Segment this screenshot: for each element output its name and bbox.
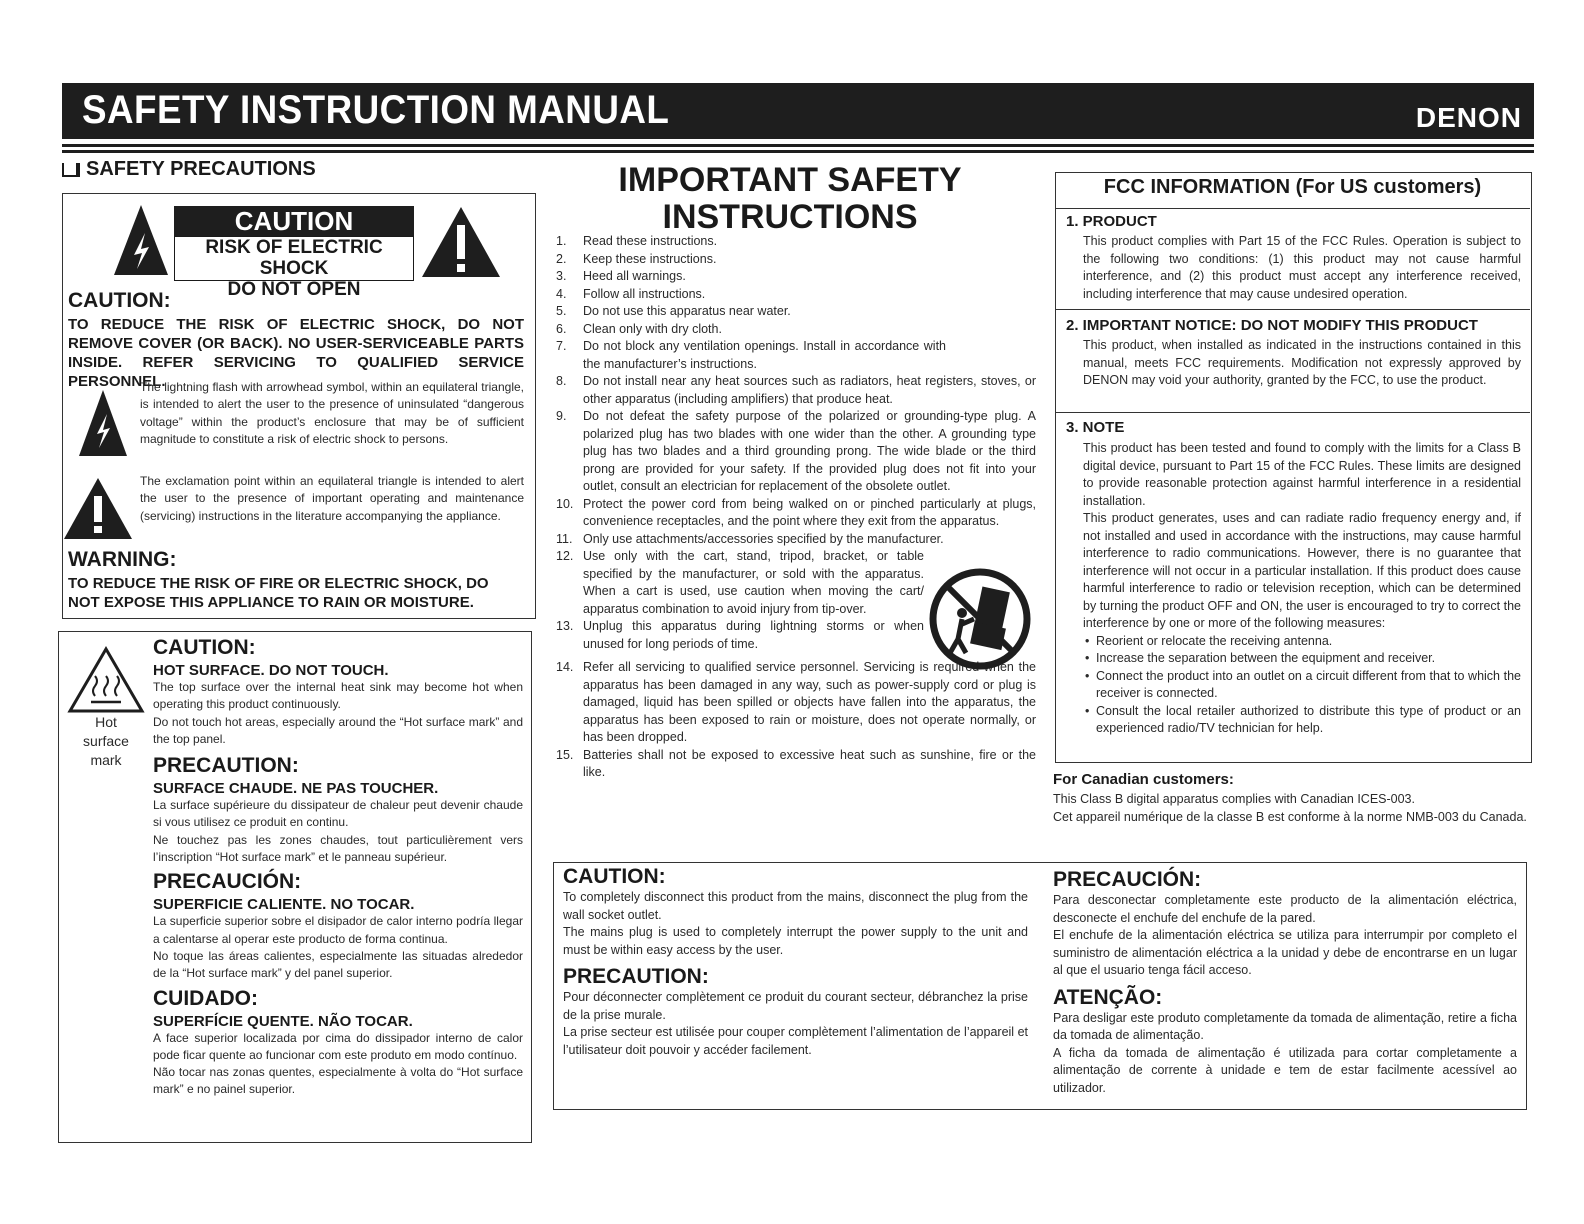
hot-surface-icon-label: Hot surface mark: [83, 714, 129, 768]
cart-warning-icon: [928, 567, 1033, 672]
fcc-measures-list: [1083, 633, 1521, 738]
mains-pt-heading: ATENÇÃO:: [1053, 985, 1163, 1009]
fcc-section2-heading: 2. IMPORTANT NOTICE: DO NOT MODIFY THIS PRODUCT: [1066, 317, 1478, 334]
mains-es-heading: PRECAUCIÓN:: [1053, 868, 1202, 891]
caution-label: CAUTION: [174, 206, 414, 236]
hot-en-heading: CAUTION:: [153, 636, 256, 659]
fcc-divider: [1055, 412, 1530, 413]
header-rule: [62, 144, 1534, 147]
mains-fr-text1: Pour déconnecter complètement ce produit du courant secteur, débranchez la prise de la prise murale.: [563, 990, 1028, 1022]
list-item: 4. Follow all instructions.: [556, 286, 706, 301]
warning-heading: WARNING:: [68, 548, 177, 571]
fcc-section1-heading: 1. PRODUCT: [1066, 213, 1157, 230]
hot-pt-sub: SUPERFÍCIE QUENTE. NÃO TOCAR.: [153, 1012, 413, 1030]
list-item: 9. Do not defeat the safety purpose of the polarized or grounding-type plug. A polarized plug has two blades with one wider than the other. A grounding type plug has two blades and a third grounding prong. The wide blade or the third prong are provided for your safety. If the provided plug does not fit into your outlet, consult an electrician for replacement of the obsolete outlet.: [556, 409, 1036, 493]
hot-es-text1: La superficie superior sobre el disipador de calor interno podría llegar a calentarse al operar este producto de forma continua.: [153, 914, 523, 946]
hot-fr-text1: La surface supérieure du dissipateur de chaleur peut devenir chaude si vous utilisez ce produit en continu.: [153, 798, 523, 830]
mains-en-text2: The mains plug is used to completely interrupt the power supply to the unit and must be within easy access by the user.: [563, 925, 1028, 957]
mains-right-column: [1053, 868, 1517, 1097]
instructions-list: [556, 233, 1036, 782]
mains-left-column: [563, 865, 1028, 1059]
lightning-description: The lightning flash with arrowhead symbol, within an equilateral triangle, is intended to alert the user to the presence of uninsulated “dangerous voltage” within the product’s enclosure that may be of sufficient magnitude to constitute a risk of electric shock to persons.: [140, 380, 524, 446]
hot-en-sub: HOT SURFACE. DO NOT TOUCH.: [153, 662, 389, 679]
hot-fr-text2: Ne touchez pas les zones chaudes, tout particulièrement vers l’inscription “Hot surface mark” et le panneau supérieur.: [153, 832, 523, 865]
mains-fr-heading: PRECAUTION:: [563, 965, 709, 988]
canada-text: This Class B digital apparatus complies with Canadian ICES-003. Cet appareil numérique de la classe B est conforme à la norme NMB-003 du Canada.: [1053, 792, 1527, 824]
list-item: 10. Protect the power cord from being walked on or pinched particularly at plugs, convenience receptacles, and the point where they exit from the apparatus.: [556, 496, 1036, 528]
list-item: 8. Do not install near any heat sources such as radiators, heat registers, stoves, or other apparatus (including amplifiers) that produce heat.: [556, 374, 1036, 406]
exclamation-triangle-icon: [420, 205, 502, 279]
list-item: 7. Do not block any ventilation openings. Install in accordance with the manufacturer’s instructions.: [556, 339, 946, 371]
hot-pt-text2: Não tocar nas zonas quentes, especialmente à volta do “Hot surface mark” e no painel superior.: [153, 1065, 523, 1097]
list-item: 2. Keep these instructions.: [556, 251, 717, 266]
list-item: 5. Do not use this apparatus near water.: [556, 304, 791, 318]
mains-pt-text1: Para desligar este produto completamente da tomada de alimentação, retire a ficha da tomada de alimentação.: [1053, 1010, 1517, 1042]
fcc-title: FCC INFORMATION (For US customers): [1103, 176, 1482, 198]
important-title: IMPORTANT SAFETY INSTRUCTIONS: [618, 161, 962, 236]
warning-text: TO REDUCE THE RISK OF FIRE OR ELECTRIC SHOCK, DO NOT EXPOSE THIS APPLIANCE TO RAIN OR MOISTURE.: [68, 575, 489, 611]
hot-es-sub: SUPERFICIE CALIENTE. NO TOCAR.: [153, 896, 415, 914]
hot-surface-text: [153, 636, 523, 1099]
list-item: • Connect the product into an outlet on a circuit different from that to which the receiver is connected.: [1083, 668, 1521, 703]
hot-fr-sub: SURFACE CHAUDE. NE PAS TOUCHER.: [153, 780, 439, 798]
checkbox-square-icon: [62, 163, 80, 177]
hot-en-text1: The top surface over the internal heat sink may become hot when operating this product continuously.: [153, 680, 523, 712]
hot-surface-icon: [67, 646, 145, 714]
list-item: 6. Clean only with dry cloth.: [556, 321, 722, 336]
list-item: 15. Batteries shall not be exposed to excessive heat such as sunshine, fire or the like.: [556, 747, 1036, 779]
list-item: • Increase the separation between the equipment and receiver.: [1083, 650, 1521, 668]
caution-text: TO REDUCE THE RISK OF ELECTRIC SHOCK, DO NOT REMOVE COVER (OR BACK). NO USER-SERVICEABLE PARTS INSIDE. REFER SERVICING TO QUALIFIED SERVICE PERSONNEL.: [68, 316, 524, 390]
list-item: • Reorient or relocate the receiving antenna.: [1083, 633, 1521, 651]
list-item: 13. Unplug this apparatus during lightning storms or when unused for long periods of time.: [556, 619, 924, 651]
fcc-section3-heading: 3. NOTE: [1066, 419, 1125, 436]
mains-es-text1: Para desconectar completamente este producto de la alimentación eléctrica, desconecte el enchufe del enchufe de la pared.: [1053, 893, 1517, 925]
canada-heading: For Canadian customers:: [1053, 771, 1234, 788]
section-title: SAFETY PRECAUTIONS: [62, 158, 316, 181]
fcc-section1-text: This product complies with Part 15 of the FCC Rules. Operation is subject to the following two conditions: (1) this product may not cause harmful interference, and (2) this product must accept any interference received, including interference that may cause undesired operation.: [1083, 234, 1521, 301]
fcc-section3-text: This product has been tested and found to comply with the limits for a Class B digital device, pursuant to Part 15 of the FCC Rules. These limits are designed to provide reasonable protection against harmful interference in a residential installation. This product generates, uses and can radiate radio frequency energy and, if not installed and used in accordance with the instructions, may cause harmful interference to radio communications. However, there is no guarantee that interference will not occur in a particular installation. If this product does cause harmful interference to radio or television reception, which can be determined by turning the product OFF and ON, the user is encouraged to try to correct the interference by one or more of the following measures: • Reorient or relocate the receiving antenna. • Increase the separation between the equipment and receiver. • Connect the product into an outlet on a circuit different from that to which the receiver is connected. • Consult the local retailer authorized to distribute this type of product or an experienced radio/TV technician for help.: [1083, 440, 1521, 738]
fcc-section2-text: This product, when installed as indicated in the instructions contained in this manual, meets FCC requirements. Modification not expressly approved by DENON may void your authority, granted by the FCC, to use the product.: [1083, 338, 1521, 387]
list-item: 14. Refer all servicing to qualified service personnel. Servicing is required when the apparatus has been damaged in any way, such as power-supply cord or plug is damaged, liquid has been spilled or objects have fallen into the apparatus, the apparatus has been exposed to rain or moisture, does not operate normally, or has been dropped.: [556, 660, 1036, 744]
fcc-divider: [1055, 208, 1530, 209]
brand-logo: DENON: [1415, 102, 1522, 133]
list-item: 1. Read these instructions.: [556, 234, 718, 248]
list-item: 11. Only use attachments/accessories specified by the manufacturer.: [556, 531, 944, 546]
manual-title: SAFETY INSTRUCTION MANUAL: [82, 88, 670, 132]
fcc-divider: [1055, 309, 1530, 310]
hot-fr-heading: PRECAUTION:: [153, 754, 299, 778]
exclamation-description: The exclamation point within an equilateral triangle is intended to alert the user to the presence of important operating and maintenance (servicing) instructions in the literature accompanying the appliance.: [140, 474, 524, 523]
list-item: 12. Use only with the cart, stand, tripod, bracket, or table specified by the manufacturer, or sold with the apparatus. When a cart is used, use caution when moving the cart/ apparatus combination to avoid injury from tip-over.: [556, 549, 924, 616]
exclamation-triangle-small-icon: [62, 476, 134, 541]
hot-pt-text1: A face superior localizada por cima do dissipador interno de calor pode ficar quente ao funcionar com este produto em modo contínuo.: [153, 1030, 523, 1062]
caution-heading: CAUTION:: [68, 289, 171, 312]
mains-fr-text2: La prise secteur est utilisée pour couper complètement l’alimentation de l’appareil et l’utilisateur doit pouvoir y accéder facilement.: [563, 1025, 1028, 1057]
hot-en-text2: Do not touch hot areas, especially around the “Hot surface mark” and the top panel.: [153, 714, 523, 746]
list-item: 3. Heed all warnings.: [556, 269, 686, 283]
hot-pt-heading: CUIDADO:: [153, 986, 258, 1010]
hot-es-text2: No toque las áreas calientes, especialmente las situadas alrededor de la “Hot surface mark” y del panel superior.: [153, 948, 523, 981]
mains-en-heading: CAUTION:: [563, 865, 666, 888]
mains-en-text1: To completely disconnect this product from the mains, disconnect the plug from the wall socket outlet.: [563, 890, 1028, 922]
mains-pt-text2: A ficha da tomada de alimentação é utilizada para cortar completamente a alimentação de corrente à unidade e tem de estar facilmente acessível ao utilizador.: [1053, 1045, 1517, 1095]
list-item: • Consult the local retailer authorized to distribute this type of product or an experienced radio/TV technician for help.: [1083, 703, 1521, 738]
lightning-triangle-icon: [112, 203, 170, 277]
mains-es-text2: El enchufe de la alimentación eléctrica se utiliza para interrumpir por completo el suministro de alimentación eléctrica a la unidad y debe de encontrarse en un lugar al que el usuario tenga fácil acceso.: [1053, 928, 1517, 977]
lightning-triangle-small-icon: [77, 388, 129, 458]
caution-sublabel: RISK OF ELECTRIC SHOCK DO NOT OPEN: [174, 236, 414, 281]
header-rule-2: [62, 150, 1534, 153]
hot-es-heading: PRECAUCIÓN:: [153, 870, 302, 894]
